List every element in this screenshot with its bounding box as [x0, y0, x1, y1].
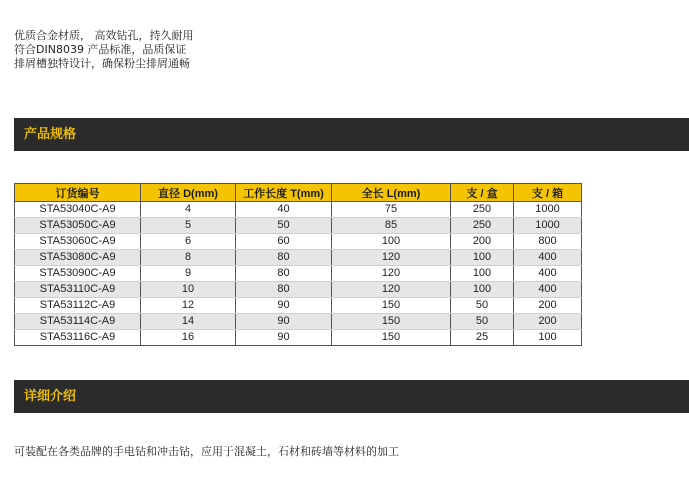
table-cell: STA53050C-A9 — [15, 218, 141, 234]
table-row — [15, 234, 582, 250]
table-cell: 100 — [451, 266, 514, 282]
table-cell: 60 — [236, 234, 332, 250]
table-cell: 1000 — [514, 218, 582, 234]
table-row — [15, 266, 582, 282]
section-title: 产品规格 — [24, 127, 77, 142]
table-row — [15, 250, 582, 266]
table-cell: 50 — [451, 314, 514, 330]
table-cell: 90 — [236, 298, 332, 314]
table-cell: 100 — [451, 282, 514, 298]
intro-line: 优质合金材质， 高效钻孔，持久耐用 — [14, 29, 194, 42]
table-cell: STA53116C-A9 — [15, 330, 141, 346]
section-title: 详细介绍 — [24, 389, 77, 404]
table-cell: 8 — [141, 250, 236, 266]
table-cell: 200 — [451, 234, 514, 250]
table-cell: 250 — [451, 218, 514, 234]
table-header-row — [15, 184, 582, 202]
description-text: 可装配在各类品牌的手电钻和冲击钻，应用于混凝土，石材和砖墙等材料的加工 — [14, 445, 399, 458]
table-cell: 75 — [332, 202, 451, 218]
table-cell: 200 — [514, 314, 582, 330]
table-cell: 25 — [451, 330, 514, 346]
table-body — [15, 202, 582, 346]
table-row — [15, 298, 582, 314]
table-cell: STA53060C-A9 — [15, 234, 141, 250]
column-header: 支 / 盒 — [451, 184, 514, 202]
table-cell: 12 — [141, 298, 236, 314]
table-cell: 50 — [236, 218, 332, 234]
table-cell: 5 — [141, 218, 236, 234]
column-header: 工作长度 T(mm) — [236, 184, 332, 202]
table-cell: 50 — [451, 298, 514, 314]
table-cell: 16 — [141, 330, 236, 346]
table-cell: 400 — [514, 266, 582, 282]
section-header-details — [14, 380, 689, 413]
table-cell: 150 — [332, 298, 451, 314]
table-row — [15, 218, 582, 234]
table-cell: 90 — [236, 330, 332, 346]
table-cell: 40 — [236, 202, 332, 218]
table-cell: 80 — [236, 250, 332, 266]
table-cell: 10 — [141, 282, 236, 298]
table-row — [15, 330, 582, 346]
table-cell: 90 — [236, 314, 332, 330]
intro-text — [14, 29, 194, 71]
section-header-specs — [14, 118, 689, 151]
specs-table — [14, 183, 582, 346]
table-row — [15, 202, 582, 218]
table-cell: STA53110C-A9 — [15, 282, 141, 298]
table-cell: 80 — [236, 282, 332, 298]
table-cell: 100 — [332, 234, 451, 250]
table-cell: 200 — [514, 298, 582, 314]
table-row — [15, 282, 582, 298]
table-cell: STA53040C-A9 — [15, 202, 141, 218]
table-cell: 100 — [514, 330, 582, 346]
column-header: 支 / 箱 — [514, 184, 582, 202]
table-cell: 400 — [514, 250, 582, 266]
column-header: 全长 L(mm) — [332, 184, 451, 202]
table-cell: STA53112C-A9 — [15, 298, 141, 314]
column-header: 订货编号 — [15, 184, 141, 202]
table-cell: 80 — [236, 266, 332, 282]
table-cell: 250 — [451, 202, 514, 218]
table-cell: 9 — [141, 266, 236, 282]
table-cell: 100 — [451, 250, 514, 266]
table-cell: 120 — [332, 282, 451, 298]
table-cell: 14 — [141, 314, 236, 330]
table-cell: 400 — [514, 282, 582, 298]
table-cell: 800 — [514, 234, 582, 250]
table-cell: 120 — [332, 250, 451, 266]
table-cell: STA53114C-A9 — [15, 314, 141, 330]
column-header: 直径 D(mm) — [141, 184, 236, 202]
table-cell: 150 — [332, 330, 451, 346]
table-cell: 6 — [141, 234, 236, 250]
intro-line: 符合DIN8039 产品标准，品质保证 — [14, 43, 187, 56]
table-cell: 85 — [332, 218, 451, 234]
table-row — [15, 314, 582, 330]
table-cell: 120 — [332, 266, 451, 282]
intro-line: 排屑槽独特设计，确保粉尘排屑通畅 — [14, 57, 190, 70]
table-cell: STA53090C-A9 — [15, 266, 141, 282]
table-cell: 4 — [141, 202, 236, 218]
table-cell: 150 — [332, 314, 451, 330]
table-cell: 1000 — [514, 202, 582, 218]
table-cell: STA53080C-A9 — [15, 250, 141, 266]
